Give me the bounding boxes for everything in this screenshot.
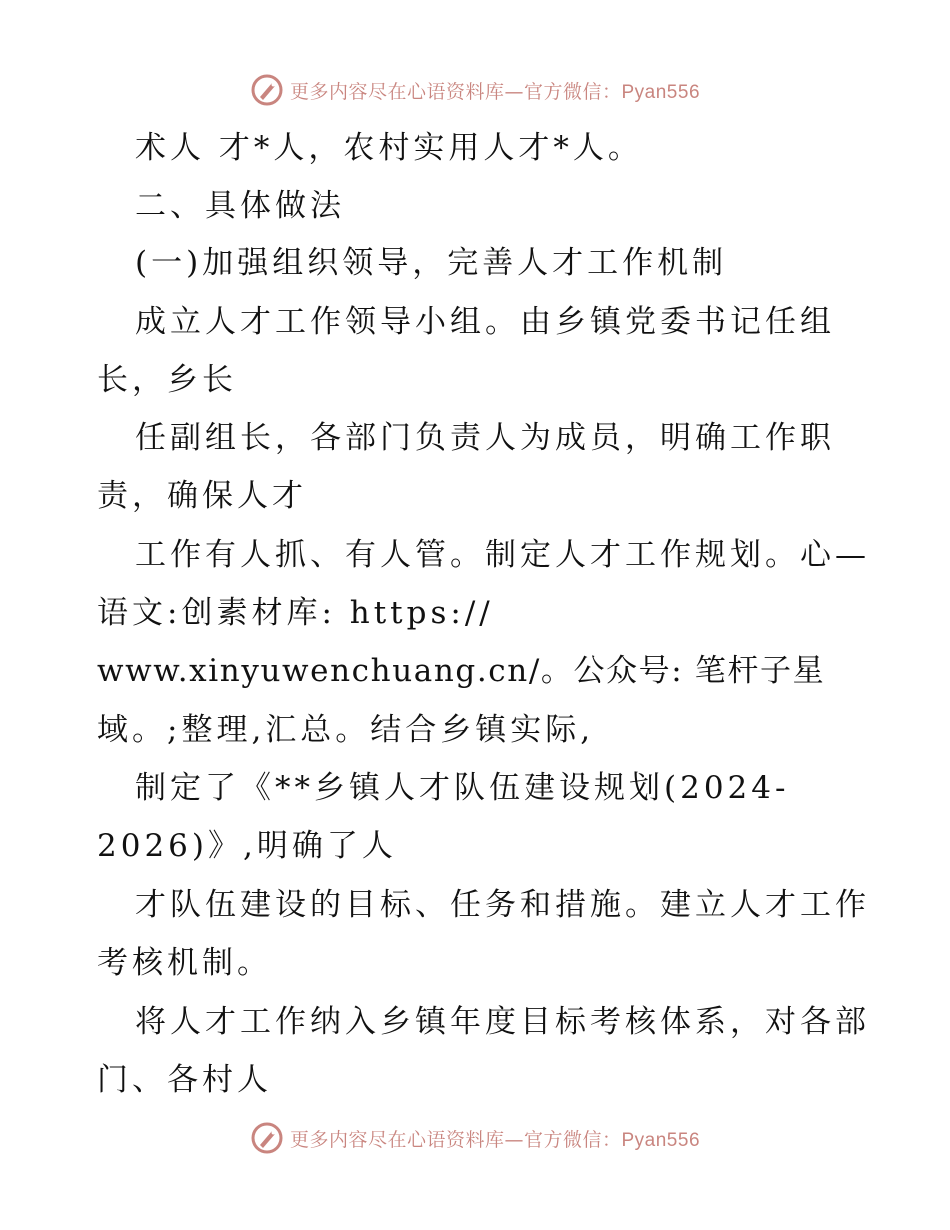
body-line: 责，确保人才 <box>97 478 307 514</box>
watermark-text: 更多内容尽在心语资料库—官方微信：Pyan556 <box>289 80 701 103</box>
subsection-heading: (一)加强组织领导，完善人才工作机制 <box>135 245 728 281</box>
header-watermark <box>0 70 950 110</box>
body-line: 考核机制。 <box>97 945 272 981</box>
body-line: 制定了《**乡镇人才队伍建设规划(2024- <box>135 770 790 806</box>
body-line: 2026)》,明确了人 <box>97 828 397 864</box>
body-line: 将人才工作纳入乡镇年度目标考核体系，对各部 <box>135 1004 870 1040</box>
pen-nib-logo-icon <box>250 1121 284 1155</box>
body-line: 术人 才*人，农村实用人才*人。 <box>135 130 643 166</box>
body-line: 域。;整理,汇总。结合乡镇实际, <box>97 712 595 748</box>
body-line: 成立人才工作领导小组。由乡镇党委书记任组 <box>135 304 835 340</box>
body-line: 长，乡长 <box>97 362 237 398</box>
body-line: 任副组长，各部门负责人为成员，明确工作职 <box>135 420 835 456</box>
body-line: 工作有人抓、有人管。制定人才工作规划。心— <box>135 537 870 573</box>
section-heading: 二、具体做法 <box>135 188 345 224</box>
body-line: 才队伍建设的目标、任务和措施。建立人才工作 <box>135 887 870 923</box>
body-line: 门、各村人 <box>97 1062 272 1098</box>
body-line: www.xinyuwenchuang.cn/。公众号: 笔杆子星 <box>97 653 826 689</box>
footer-watermark <box>0 1118 950 1158</box>
watermark-text: 更多内容尽在心语资料库—官方微信：Pyan556 <box>289 1128 701 1151</box>
body-line: 语文:创素材库: https:// <box>97 595 494 631</box>
pen-nib-logo-icon <box>250 73 284 107</box>
